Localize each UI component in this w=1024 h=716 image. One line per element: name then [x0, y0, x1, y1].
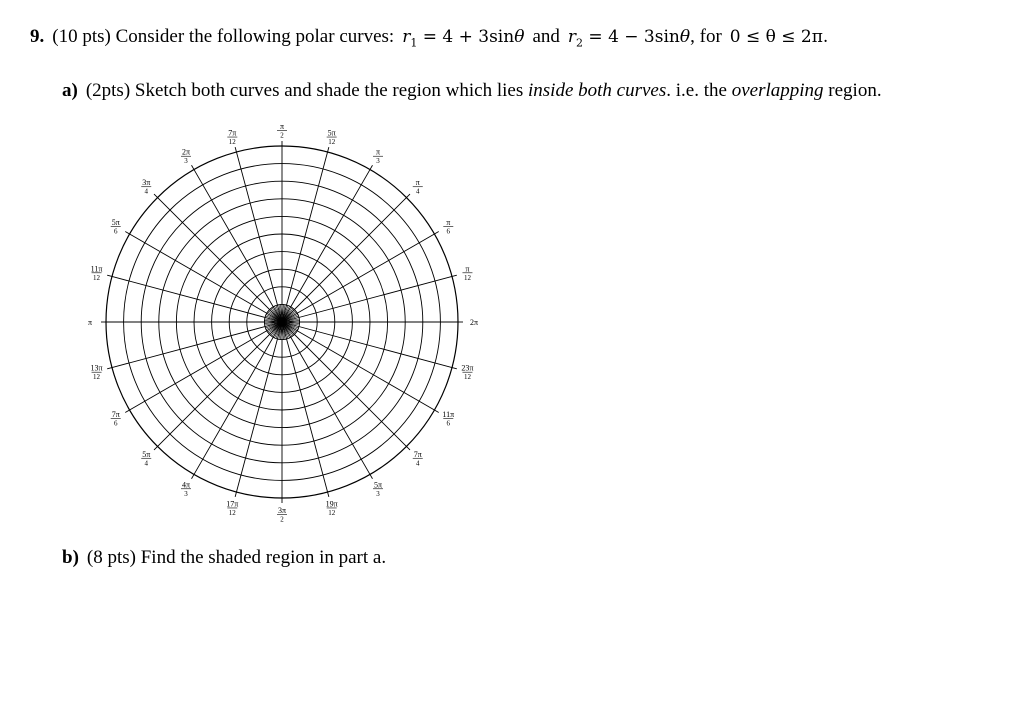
grid-spoke — [282, 276, 452, 322]
angle-label-denominator: 2 — [280, 515, 284, 524]
and-word: and — [532, 26, 560, 47]
question-points-text: (10 pts) Consider the following polar curves: — [52, 26, 395, 47]
angle-label-numerator: 7π — [111, 410, 120, 419]
angle-label — [111, 218, 121, 236]
grid-spoke — [158, 198, 282, 322]
grid-tick — [406, 446, 410, 450]
question-9 — [30, 26, 828, 49]
comma-for: , for — [690, 26, 722, 47]
angle-label-numerator: 3π — [142, 178, 151, 188]
grid-tick — [154, 194, 158, 198]
grid-tick — [107, 275, 112, 276]
angle-label-denominator: 6 — [113, 419, 118, 428]
angle-label-denominator: 4 — [144, 459, 148, 468]
grid-spoke — [158, 322, 282, 446]
angle-label-denominator: 12 — [463, 273, 471, 282]
grid-tick — [235, 492, 236, 497]
grid-tick — [406, 194, 410, 198]
part-a-label: a) — [62, 80, 78, 101]
r1-rhs: = 4 + 3sin — [417, 27, 515, 47]
grid-tick — [235, 147, 236, 152]
angle-label-numerator: 2π — [469, 318, 479, 327]
angle-label-numerator: π — [279, 122, 285, 131]
grid-spoke — [236, 152, 282, 322]
grid-tick — [452, 275, 457, 276]
angle-label — [413, 450, 423, 468]
part-b-label: b) — [62, 547, 79, 568]
grid-spoke — [282, 170, 370, 322]
grid-tick — [154, 446, 158, 450]
equation-r2 — [567, 27, 691, 50]
angle-label — [462, 264, 472, 282]
grid-tick — [125, 232, 129, 235]
angle-label — [470, 318, 478, 327]
part-a-text-1: Sketch both curves and shade the region which lies — [134, 80, 524, 101]
angle-label — [373, 480, 383, 498]
r2-symbol: r — [567, 27, 577, 47]
angle-label — [181, 148, 191, 166]
grid-spoke — [282, 152, 328, 322]
angle-label — [91, 364, 103, 382]
grid-spoke — [112, 322, 282, 368]
angle-label-denominator: 6 — [446, 419, 451, 428]
angle-label-numerator: 13π — [90, 363, 103, 373]
angle-label-denominator: 12 — [228, 508, 236, 517]
part-b-text: Find the shaded region in part a. — [140, 547, 387, 568]
part-a-emphasis-2: overlapping — [731, 80, 824, 101]
angle-label-numerator: 19π — [325, 499, 338, 509]
angle-label — [327, 129, 337, 147]
part-a-emphasis-1: inside both curves — [528, 80, 667, 101]
grid-tick — [370, 474, 373, 478]
angle-label-numerator: 3π — [277, 506, 287, 515]
angle-label-denominator: 4 — [144, 187, 148, 196]
angle-label-denominator: 3 — [376, 157, 380, 166]
angle-label — [461, 364, 473, 382]
equation-r1 — [402, 27, 525, 50]
angle-label-denominator: 6 — [113, 227, 118, 236]
angle-label-numerator: 4π — [181, 480, 191, 490]
angle-label-numerator: 23π — [461, 363, 474, 373]
angle-label — [141, 450, 151, 468]
grid-tick — [328, 147, 329, 152]
angle-label-numerator: 5π — [111, 218, 120, 227]
part-b — [62, 547, 386, 569]
angle-label — [181, 480, 191, 498]
part-a — [62, 80, 882, 102]
angle-label — [141, 178, 151, 196]
grid-tick — [107, 368, 112, 369]
angle-label-numerator: π — [465, 264, 470, 274]
angle-label-denominator: 12 — [328, 508, 336, 517]
angle-label-denominator: 12 — [228, 138, 236, 147]
angle-label-denominator: 4 — [416, 187, 420, 196]
grid-tick — [192, 474, 195, 478]
r1-subscript: 1 — [410, 36, 418, 50]
part-b-points: (8 pts) — [86, 547, 136, 568]
grid-spoke — [282, 234, 434, 322]
grid-tick — [192, 165, 195, 169]
angle-label-numerator: 2π — [181, 147, 191, 157]
angle-label — [326, 499, 338, 516]
angle-label-denominator: 3 — [184, 157, 188, 166]
angle-label — [442, 410, 454, 428]
angle-label-denominator: 12 — [463, 373, 471, 382]
angle-label-numerator: 17π — [226, 499, 239, 509]
angle-label-numerator: π — [415, 178, 420, 188]
r2-rhs: = 4 − 3sin — [583, 27, 680, 47]
polar-grid — [80, 118, 490, 528]
theta-2: θ — [679, 27, 691, 47]
angle-label — [277, 506, 287, 524]
angle-label — [373, 148, 383, 166]
angle-label-numerator: 5π — [327, 128, 336, 138]
angle-label-denominator: 3 — [376, 489, 380, 498]
grid-tick — [434, 232, 438, 235]
part-a-points: (2pts) — [85, 80, 131, 101]
domain-inequality: 0 ≤ θ ≤ 2π. — [729, 27, 829, 47]
angle-label-numerator: 5π — [373, 480, 383, 490]
angle-label — [88, 318, 92, 327]
grid-spoke — [282, 322, 452, 368]
grid-spoke — [282, 322, 434, 410]
angle-label-denominator: 12 — [93, 273, 101, 282]
angle-label — [413, 178, 423, 196]
angle-label-numerator: π — [375, 147, 381, 157]
grid-spoke — [282, 322, 406, 446]
angle-label-numerator: 7π — [413, 449, 422, 459]
grid-spoke — [194, 322, 282, 474]
angle-label — [226, 499, 238, 516]
angle-label — [277, 122, 287, 140]
angle-label-numerator: 5π — [142, 449, 151, 459]
grid-spoke — [236, 322, 282, 492]
grid-tick — [328, 492, 329, 497]
angle-label-denominator: 2 — [280, 131, 284, 140]
part-a-text-2: . i.e. the — [666, 80, 727, 101]
grid-tick — [452, 368, 457, 369]
angle-label-denominator: 12 — [93, 373, 101, 382]
angle-label — [111, 410, 121, 428]
angle-label — [91, 264, 103, 282]
theta-1: θ — [514, 27, 525, 47]
angle-label-numerator: π — [446, 218, 451, 227]
angle-label-numerator: 11π — [442, 410, 455, 419]
grid-spoke — [282, 322, 370, 474]
r2-subscript: 2 — [576, 36, 584, 50]
angle-label-denominator: 4 — [416, 459, 420, 468]
grid-spoke — [282, 322, 328, 492]
part-a-text-3: region. — [828, 80, 882, 101]
grid-spoke — [130, 322, 282, 410]
grid-tick — [125, 410, 129, 413]
angle-label-numerator: 7π — [228, 128, 237, 138]
angle-label-numerator: π — [87, 318, 93, 327]
r1-symbol: r — [402, 27, 411, 47]
grid-tick — [370, 165, 373, 169]
angle-label-numerator: 11π — [90, 264, 103, 274]
angle-label — [443, 218, 453, 236]
grid-spoke — [112, 276, 282, 322]
angle-label-denominator: 3 — [184, 489, 188, 498]
grid-spoke — [194, 170, 282, 322]
angle-label — [227, 129, 237, 147]
question-number: 9. — [30, 26, 45, 47]
grid-spoke — [130, 234, 282, 322]
angle-label-denominator: 12 — [328, 138, 336, 147]
grid-tick — [434, 410, 438, 413]
angle-label-denominator: 6 — [446, 227, 451, 236]
grid-spoke — [282, 198, 406, 322]
